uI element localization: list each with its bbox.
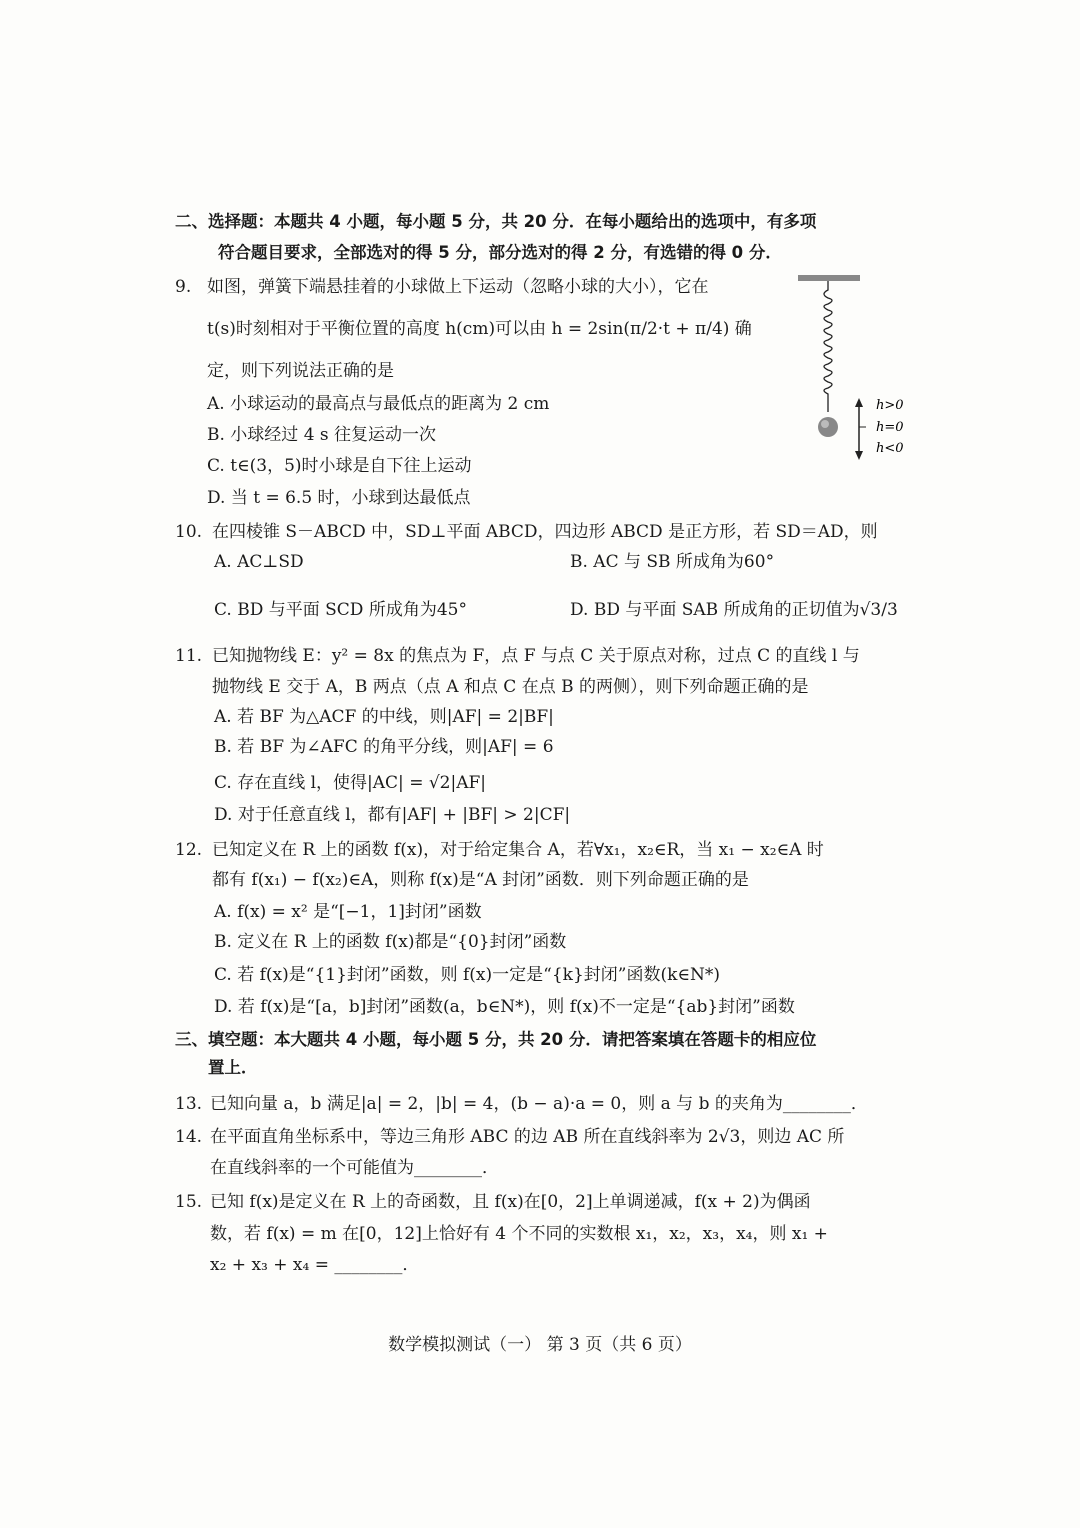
- label-h-negative: h<0: [876, 441, 904, 456]
- section-heading: 三、填空题：本大题共 4 小题，每小题 5 分，共 20 分．请把答案填在答题卡的相应位: [175, 1030, 817, 1049]
- question-stem: 在四棱锥 S－ABCD 中，SD⊥平面 ABCD，四边形 ABCD 是正方形，若 SD＝AD，则: [212, 522, 878, 542]
- spring-coil: [824, 281, 832, 412]
- question-number: 10.: [175, 522, 203, 542]
- question-stem: 已知 f(x)是定义在 R 上的奇函数，且 f(x)在[0，2]上单调递减，f(x + 2)为偶函: [210, 1192, 811, 1212]
- option-b: B. 若 BF 为∠AFC 的角平分线，则|AF| = 6: [214, 737, 554, 757]
- option-c: C. 存在直线 l，使得|AC| = √2|AF|: [214, 773, 487, 793]
- question-stem: 数，若 f(x) = m 在[0，12]上恰好有 4 个不同的实数根 x₁，x₂，x₃，x₄，则 x₁ +: [210, 1224, 828, 1244]
- option-d: D. 对于任意直线 l，都有|AF| + |BF| > 2|CF|: [214, 805, 571, 825]
- option-b: B. 定义在 R 上的函数 f(x)都是“{0}封闭”函数: [214, 932, 567, 952]
- question-number: 15.: [175, 1192, 203, 1212]
- option-b: B. 小球经过 4 s 往复运动一次: [207, 425, 437, 445]
- section-heading-cont: 符合题目要求，全部选对的得 5 分，部分选对的得 2 分，有选错的得 0 分．: [218, 243, 782, 262]
- section-heading-cont: 置上．: [208, 1058, 258, 1077]
- question-stem: 如图，弹簧下端悬挂着的小球做上下运动（忽略小球的大小），它在: [207, 277, 709, 297]
- question-stem: 定，则下列说法正确的是: [207, 361, 394, 381]
- question-number: 9.: [175, 277, 192, 297]
- page-footer: 数学模拟测试（一） 第 3 页（共 6 页）: [388, 1335, 692, 1355]
- question-stem: 已知定义在 R 上的函数 f(x)，对于给定集合 A，若∀x₁，x₂∈R，当 x₁ − x₂∈A 时: [212, 840, 824, 860]
- option-a: A. f(x) = x² 是“[−1，1]封闭”函数: [214, 902, 482, 922]
- option-a: A. 小球运动的最高点与最低点的距离为 2 cm: [207, 394, 550, 414]
- question-number: 13.: [175, 1094, 203, 1114]
- question-stem: 在直线斜率的一个可能值为________．: [210, 1158, 499, 1178]
- option-d: D. 当 t = 6.5 时，小球到达最低点: [207, 488, 471, 508]
- label-h-positive: h>0: [876, 398, 904, 413]
- question-stem: 都有 f(x₁) − f(x₂)∈A，则称 f(x)是“A 封闭”函数．则下列命题正确的是: [212, 870, 749, 890]
- option-c: C. 若 f(x)是“{1}封闭”函数，则 f(x)一定是“{k}封闭”函数(k∈N*): [214, 965, 720, 985]
- question-stem: x₂ + x₃ + x₄ = ________．: [210, 1255, 420, 1275]
- label-h-zero: h=0: [876, 420, 904, 435]
- question-stem: 已知抛物线 E：y² = 8x 的焦点为 F，点 F 与点 C 关于原点对称，过点 C 的直线 l 与: [212, 646, 860, 666]
- option-b: B. AC 与 SB 所成角为60°: [570, 552, 775, 572]
- option-c: C. t∈(3，5)时小球是自下往上运动: [207, 456, 472, 476]
- option-d: D. BD 与平面 SAB 所成角的正切值为√3/3: [570, 600, 898, 620]
- ceiling: [798, 275, 860, 281]
- question-stem: t(s)时刻相对于平衡位置的高度 h(cm)可以由 h = 2sin(π/2·t + π/4) 确: [207, 319, 752, 339]
- option-a: A. 若 BF 为△ACF 的中线，则|AF| = 2|BF|: [214, 707, 554, 727]
- question-stem: 已知向量 a，b 满足|a| = 2，|b| = 4，(b − a)·a = 0，则 a 与 b 的夹角为________．: [210, 1094, 868, 1114]
- option-a: A. AC⊥SD: [214, 552, 304, 572]
- section-heading: 二、选择题：本题共 4 小题，每小题 5 分，共 20 分．在每小题给出的选项中，有多项: [175, 212, 817, 231]
- question-number: 12.: [175, 840, 203, 860]
- spring-figure: [790, 270, 910, 465]
- option-d: D. 若 f(x)是“[a，b]封闭”函数(a，b∈N*)，则 f(x)不一定是“{ab}封闭”函数: [214, 997, 795, 1017]
- question-number: 14.: [175, 1127, 203, 1147]
- question-stem: 抛物线 E 交于 A，B 两点（点 A 和点 C 在点 B 的两侧），则下列命题正确的是: [212, 677, 809, 697]
- question-stem: 在平面直角坐标系中，等边三角形 ABC 的边 AB 所在直线斜率为 2√3，则边 AC 所: [210, 1127, 845, 1147]
- ball-icon: [818, 417, 838, 437]
- question-number: 11.: [175, 646, 203, 666]
- option-c: C. BD 与平面 SCD 所成角为45°: [214, 600, 467, 620]
